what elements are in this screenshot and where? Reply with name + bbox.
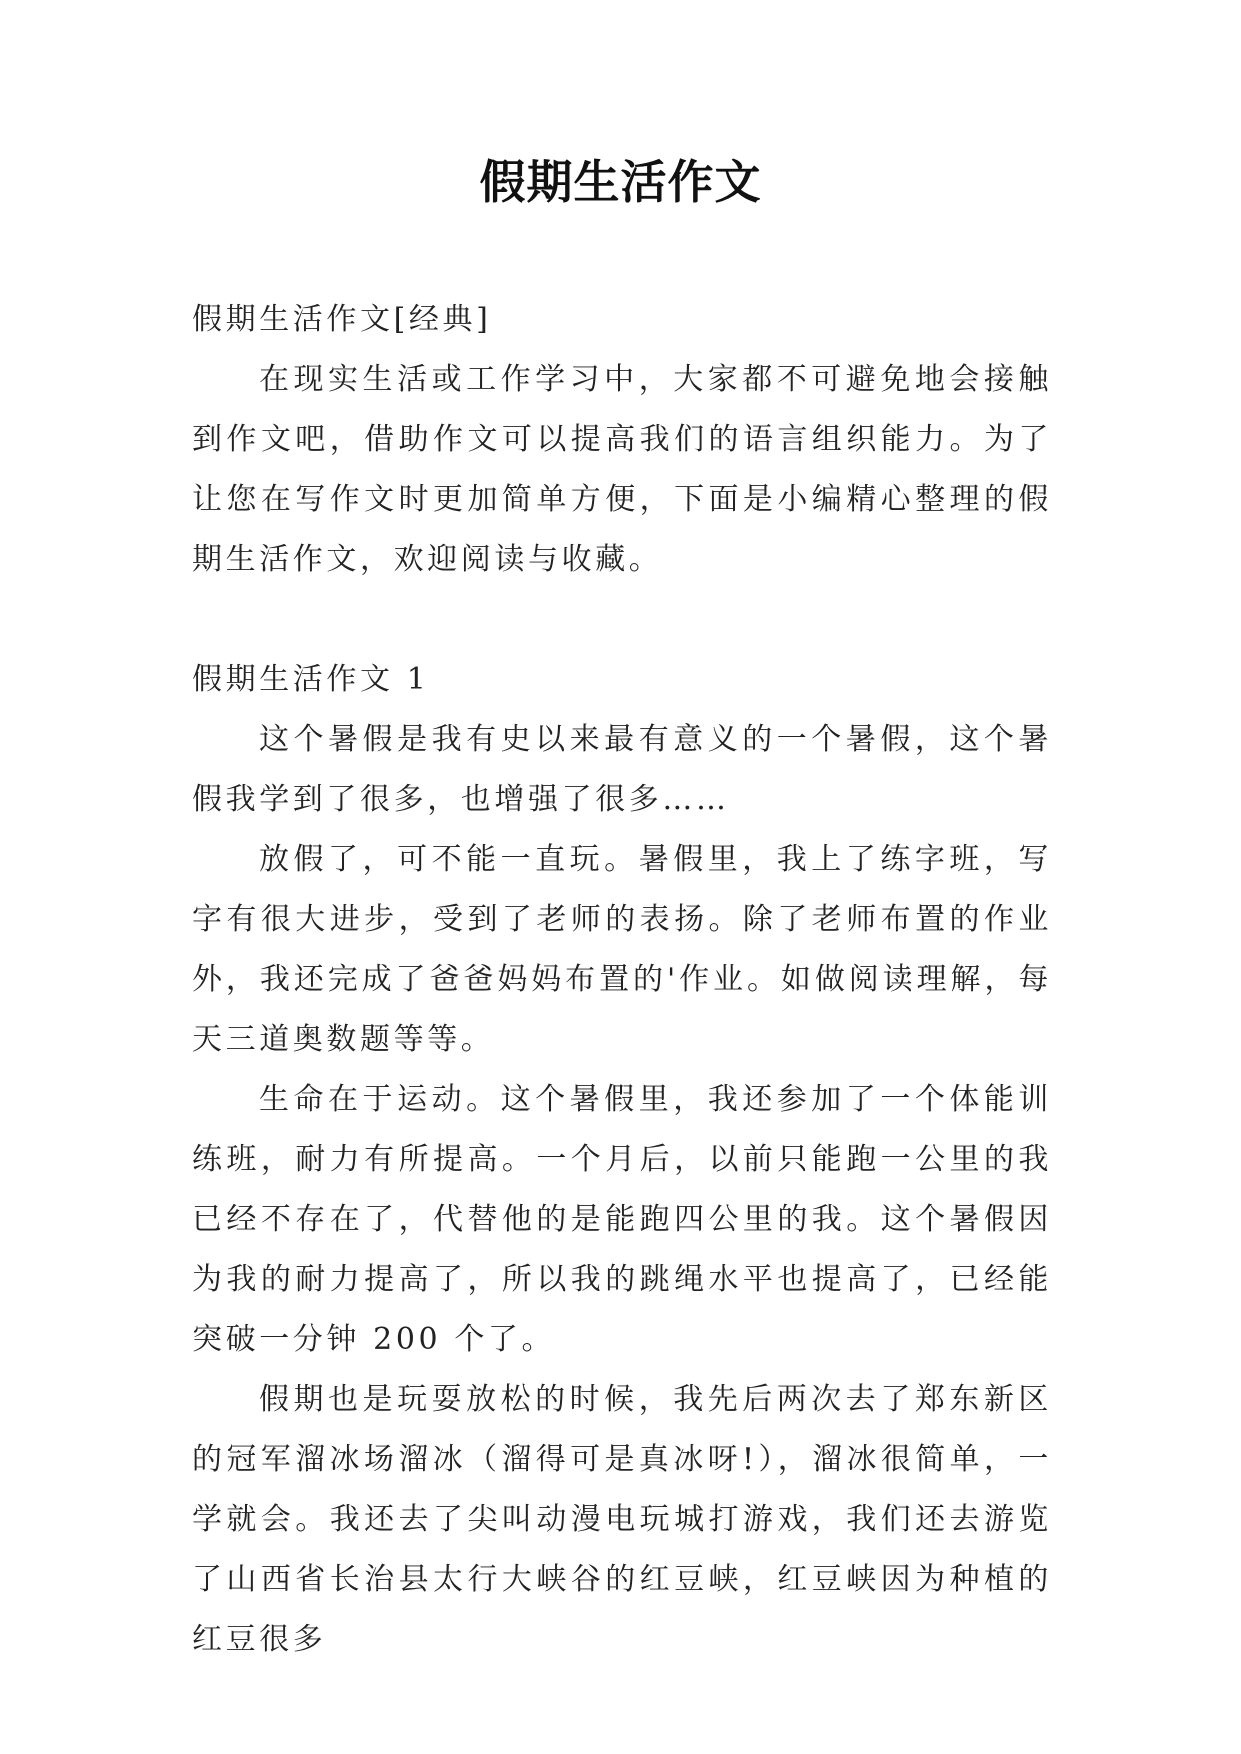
intro-paragraph: 在现实生活或工作学习中，大家都不可避免地会接触到作文吧，借助作文可以提高我们的语言组织能力。为了让您在写作文时更加简单方便，下面是小编精心整理的假期生活作文，欢迎阅读与收藏。 (192, 362, 1052, 577)
intro-heading: 假期生活作文[经典] (192, 302, 492, 337)
essay-paragraph-1: 这个暑假是我有史以来最有意义的一个暑假，这个暑假我学到了很多，也增强了很多…… (192, 722, 1052, 817)
document-body (192, 290, 1052, 1670)
page-title: 假期生活作文 (479, 155, 762, 209)
essay-paragraph-3: 生命在于运动。这个暑假里，我还参加了一个体能训练班，耐力有所提高。一个月后，以前只能跑一公里的我已经不存在了，代替他的是能跑四公里的我。这个暑假因为我的耐力提高了，所以我的跳绳水平也提高了，已经能突破一分钟 200 个了。 (192, 1082, 1052, 1357)
essay-heading: 假期生活作文 1 (192, 662, 430, 697)
section-spacer (192, 590, 1052, 650)
essay-paragraph-2: 放假了，可不能一直玩。暑假里，我上了练字班，写字有很大进步，受到了老师的表扬。除了老师布置的作业外，我还完成了爸爸妈妈布置的'作业。如做阅读理解，每天三道奥数题等等。 (192, 842, 1052, 1057)
essay-paragraph-4: 假期也是玩耍放松的时候，我先后两次去了郑东新区的冠军溜冰场溜冰（溜得可是真冰呀!），溜冰很简单，一学就会。我还去了尖叫动漫电玩城打游戏，我们还去游览了山西省长治县太行大峡谷的红豆峡，红豆峡因为种植的红豆很多 (192, 1382, 1052, 1657)
